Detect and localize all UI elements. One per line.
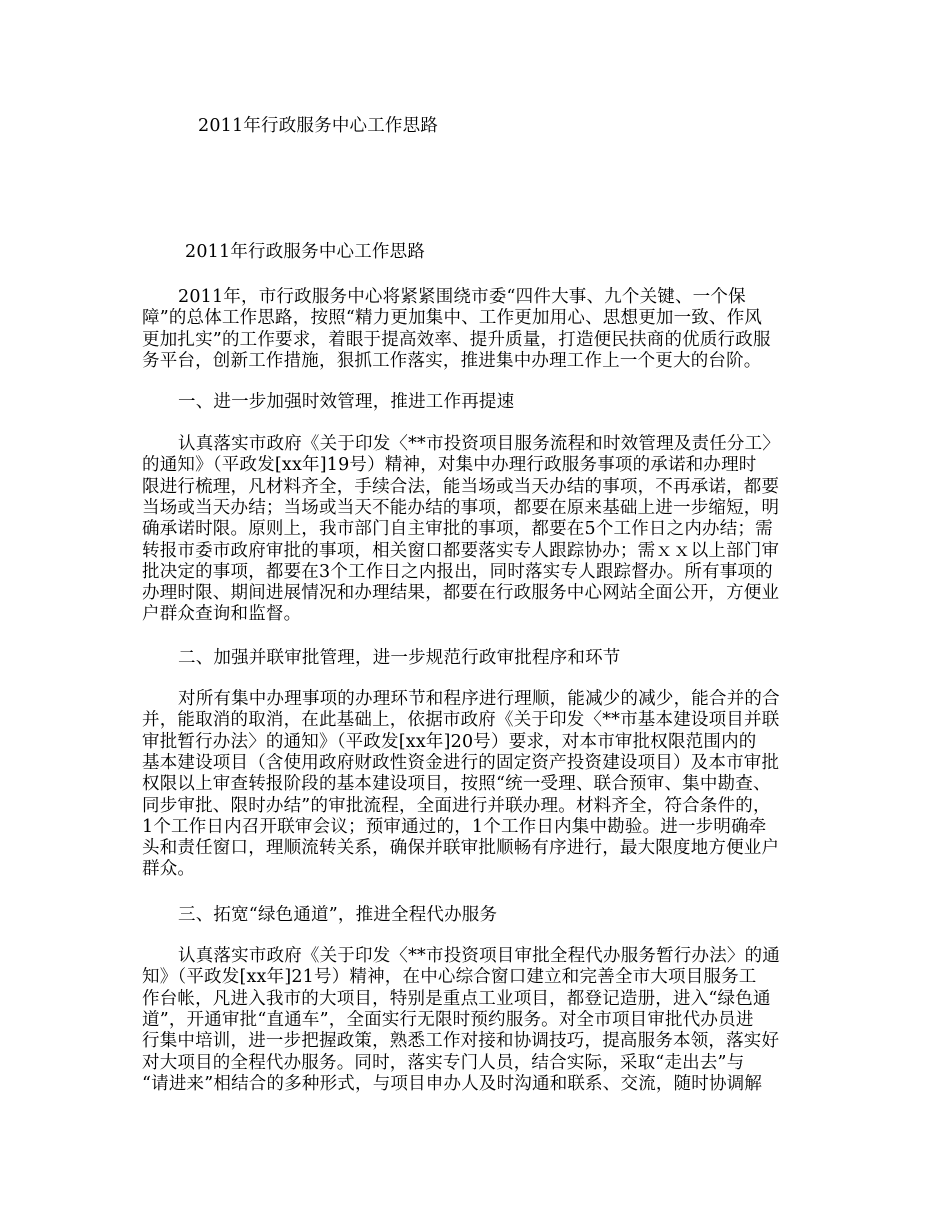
document-title: 2011年行政服务中心工作思路 [185,242,426,262]
paragraph-line: 群众。 [142,859,196,880]
paragraph-line: 头和责任窗口，理顺流转关系，确保并联审批顺畅有序进行，最大限度地方便业户 [142,838,780,859]
paragraph-line: 2011年，市行政服务中心将紧紧围绕市委“四件大事、九个关键、一个保 [178,287,746,307]
paragraph-line: 基本建设项目（含使用政府财政性资金进行的固定资产投资建设项目）及本市审批 [142,752,780,773]
paragraph-line: 障”的总体工作思路，按照“精力更加集中、工作更加用心、思想更加一致、作风 [142,308,763,329]
paragraph-line: 办理时限、期间进展情况和办理结果，都要在行政服务中心网站全面公开，方便业 [142,583,780,604]
paragraph-line: 更加扎实”的工作要求，着眼于提高效率、提升质量，打造便民扶商的优质行政服 [142,329,771,350]
paragraph-line: 对所有集中办理事项的办理环节和程序进行理顺，能减少的减少，能合并的合 [178,689,780,709]
paragraph-line: 确承诺时限。原则上，我市部门自主审批的事项，都要在5个工作日之内办结；需 [142,519,773,540]
paragraph-line: “请进来”相结合的多种形式，与项目申办人及时沟通和联系、交流，随时协调解 [142,1073,763,1094]
paragraph-line: 1个工作日内召开联审会议；预审通过的，1个工作日内集中勘验。进一步明确牵 [142,816,767,837]
paragraph-line: 户群众查询和监督。 [142,604,302,625]
paragraph-line: 并，能取消的取消，在此基础上，依据市政府《关于印发〈**市基本建设项目并联 [142,710,780,731]
section-heading: 三、拓宽“绿色通道”，推进全程代办服务 [178,905,498,925]
section-heading: 二、加强并联审批管理，进一步规范行政审批程序和环节 [178,648,621,668]
paragraph-line: 同步审批、限时办结”的审批流程，全面进行并联办理。材料齐全，符合条件的， [142,795,771,816]
paragraph-line: 限进行梳理，凡材料齐全，手续合法，能当场或当天办结的事项，不再承诺，都要 [142,476,780,497]
paragraph-line: 的通知》（平政发[xx年]19号）精神，对集中办理行政服务事项的承诺和办理时 [142,455,757,476]
section-heading: 一、进一步加强时效管理，推进工作再提速 [178,392,515,412]
paragraph-line: 认真落实市政府《关于印发〈**市投资项目审批全程代办服务暂行办法〉的通 [178,946,780,966]
paragraph-line: 道”，开通审批“直通车”，全面实行无限时预约服务。对全市项目审批代办员进 [142,1009,754,1030]
paragraph-line: 权限以上审查转报阶段的基本建设项目，按照“统一受理、联合预审、集中勘查、 [142,774,771,795]
paragraph-line: 对大项目的全程代办服务。同时，落实专门人员，结合实际，采取“走出去”与 [142,1052,745,1073]
paragraph-line: 行集中培训，进一步把握政策，熟悉工作对接和协调技巧，提高服务本领，落实好 [142,1031,780,1052]
page-header-title: 2011年行政服务中心工作思路 [198,116,439,136]
paragraph-line: 务平台，创新工作措施，狠抓工作落实，推进集中办理工作上一个更大的台阶。 [142,350,762,371]
paragraph-line: 批决定的事项，都要在3个工作日之内报出，同时落实专人跟踪督办。所有事项的 [142,561,773,582]
paragraph-line: 当场或当天办结；当场或当天不能办结的事项，都要在原来基础上进一步缩短，明 [142,497,780,518]
paragraph-line: 审批暂行办法〉的通知》（平政发[xx年]20号）要求，对本市审批权限范围内的 [142,731,757,752]
paragraph-line: 认真落实市政府《关于印发〈**市投资项目服务流程和时效管理及责任分工〉 [178,434,780,454]
paragraph-line: 作台帐，凡进入我市的大项目，特别是重点工业项目，都登记造册，进入“绿色通 [142,988,771,1009]
paragraph-line: 知》（平政发[xx年]21号）精神，在中心综合窗口建立和完善全市大项目服务工 [142,967,757,988]
paragraph-line: 转报市委市政府审批的事项，相关窗口都要落实专人跟踪协办；需ｘｘ以上部门审 [142,540,780,561]
